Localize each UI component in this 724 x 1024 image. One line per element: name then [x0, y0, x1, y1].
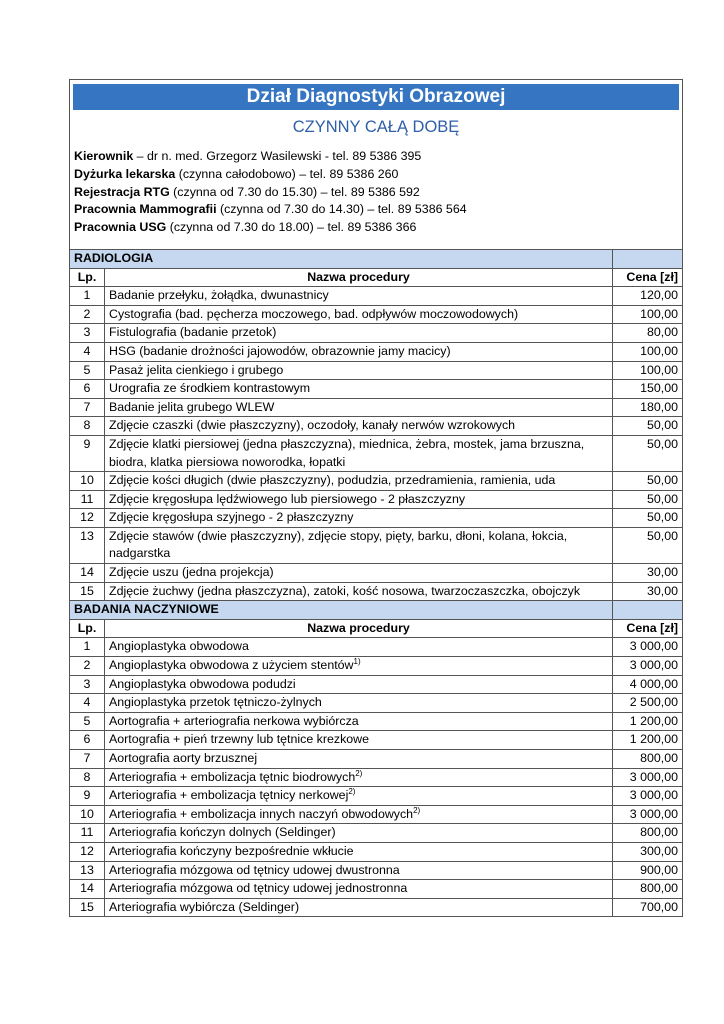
row-number: 6 — [70, 380, 105, 399]
procedure-price: 30,00 — [613, 564, 683, 583]
column-header-name: Nazwa procedury — [105, 619, 613, 638]
procedure-price: 800,00 — [613, 824, 683, 843]
table-row — [70, 842, 683, 861]
table-row — [70, 398, 683, 417]
procedure-price: 50,00 — [613, 490, 683, 509]
contact-line — [74, 219, 678, 237]
footnote-marker: 1) — [353, 656, 361, 666]
procedure-name-cell — [105, 694, 613, 713]
procedure-name: Angioplastyka przetok tętniczo-żylnych — [109, 695, 322, 710]
row-number: 9 — [70, 435, 105, 471]
procedure-name: Cystografia (bad. pęcherza moczowego, bad. odpływów moczowodowych) — [109, 306, 519, 321]
procedure-name-cell — [105, 657, 613, 676]
procedure-name-cell — [105, 638, 613, 657]
procedure-name: Zdjęcie klatki piersiowej (jedna płaszczyzna), miednica, żebra, mostek, jama brzuszna, biodra, klatka piersiowa noworodka, łopatki — [109, 436, 585, 469]
procedure-name-cell — [105, 824, 613, 843]
procedure-name-cell — [105, 880, 613, 899]
contact-name: Kierownik — [74, 149, 134, 163]
contact-detail: (czynna od 7.30 do 18.00) – tel. 89 5386 366 — [166, 220, 417, 235]
table-row — [70, 380, 683, 399]
header-cell — [70, 80, 683, 250]
procedure-price: 80,00 — [613, 324, 683, 343]
procedure-name: Arteriografia kończyny bezpośrednie wkłucie — [109, 843, 354, 858]
column-header-name: Nazwa procedury — [105, 268, 613, 287]
procedure-price: 2 500,00 — [613, 694, 683, 713]
procedure-name: Zdjęcie stawów (dwie płaszczyzny), zdjęcie stopy, pięty, barku, dłoni, kolana, łokcia, nadgarstka — [109, 528, 568, 561]
row-number: 8 — [70, 417, 105, 436]
row-number: 10 — [70, 805, 105, 824]
procedure-price: 1 200,00 — [613, 731, 683, 750]
section-title: BADANIA NACZYNIOWE — [70, 601, 613, 620]
table-row — [70, 898, 683, 917]
procedure-name: Zdjęcie uszu (jedna projekcja) — [109, 565, 274, 580]
row-number: 5 — [70, 361, 105, 380]
contact-name: Pracownia Mammografii — [74, 202, 217, 217]
table-row — [70, 435, 683, 471]
procedure-name-cell — [105, 861, 613, 880]
contact-line — [74, 166, 678, 184]
contact-line — [74, 148, 678, 166]
contact-detail: (czynna całodobowo) – tel. 89 5386 260 — [175, 166, 399, 181]
procedure-name: HSG (badanie drożności jajowodów, obrazownie jamy macicy) — [109, 343, 451, 358]
procedure-price: 50,00 — [613, 527, 683, 563]
table-row — [70, 880, 683, 899]
row-number: 5 — [70, 712, 105, 731]
procedure-name-cell — [105, 787, 613, 806]
row-number: 11 — [70, 490, 105, 509]
procedure-price: 100,00 — [613, 361, 683, 380]
procedure-name-cell — [105, 435, 613, 471]
procedure-name: Angioplastyka obwodowa z użyciem stentów — [109, 658, 354, 673]
procedure-name-cell — [105, 527, 613, 563]
procedure-name-cell — [105, 342, 613, 361]
price-list-document — [69, 79, 682, 917]
procedure-name-cell — [105, 805, 613, 824]
procedure-price: 700,00 — [613, 898, 683, 917]
row-number: 10 — [70, 472, 105, 491]
procedure-name-cell — [105, 305, 613, 324]
contact-name: Rejestracja RTG — [74, 184, 170, 199]
table-row — [70, 417, 683, 436]
contact-name: Pracownia USG — [74, 220, 167, 235]
procedure-name-cell — [105, 398, 613, 417]
procedure-price: 3 000,00 — [613, 638, 683, 657]
procedure-price: 800,00 — [613, 750, 683, 769]
row-number: 1 — [70, 287, 105, 306]
procedure-price: 120,00 — [613, 287, 683, 306]
procedure-name-cell — [105, 675, 613, 694]
column-header-price: Cena [zł] — [613, 268, 683, 287]
row-number: 14 — [70, 880, 105, 899]
row-number: 12 — [70, 842, 105, 861]
procedure-price: 50,00 — [613, 509, 683, 528]
procedure-name-cell — [105, 509, 613, 528]
column-header-row — [70, 619, 683, 638]
procedure-price: 1 200,00 — [613, 712, 683, 731]
procedure-price: 100,00 — [613, 342, 683, 361]
row-number: 11 — [70, 824, 105, 843]
procedure-name: Arteriografia mózgowa od tętnicy udowej dwustronna — [109, 862, 400, 877]
row-number: 12 — [70, 509, 105, 528]
page-title: Dział Diagnostyki Obrazowej — [73, 84, 679, 110]
table-row — [70, 564, 683, 583]
procedure-name-cell — [105, 842, 613, 861]
contact-list — [74, 148, 678, 237]
procedure-name: Angioplastyka obwodowa — [109, 639, 249, 654]
contact-detail: – dr n. med. Grzegorz Wasilewski - tel. 89 5386 395 — [133, 149, 422, 163]
row-number: 15 — [70, 898, 105, 917]
table-row — [70, 490, 683, 509]
procedure-name-cell — [105, 582, 613, 601]
row-number: 13 — [70, 861, 105, 880]
procedure-name-cell — [105, 361, 613, 380]
procedure-name: Zdjęcie kręgosłupa lędźwiowego lub piersiowego - 2 płaszczyzny — [109, 491, 466, 506]
row-number: 2 — [70, 657, 105, 676]
procedure-name: Badanie jelita grubego WLEW — [109, 399, 275, 414]
procedure-name: Arteriografia + embolizacja innych naczyń obwodowych — [109, 806, 414, 821]
column-header-row — [70, 268, 683, 287]
header-row — [70, 80, 683, 250]
table-row — [70, 287, 683, 306]
row-number: 1 — [70, 638, 105, 657]
procedure-name: Arteriografia + embolizacja tętnic biodrowych — [109, 769, 356, 784]
procedure-price: 3 000,00 — [613, 787, 683, 806]
table-row — [70, 675, 683, 694]
procedure-name: Arteriografia + embolizacja tętnicy nerkowej — [109, 788, 349, 803]
table-row — [70, 582, 683, 601]
contact-detail: (czynna od 7.30 do 15.30) – tel. 89 5386 592 — [169, 184, 420, 199]
procedure-price: 50,00 — [613, 417, 683, 436]
table-row — [70, 472, 683, 491]
table-row — [70, 750, 683, 769]
procedure-price: 3 000,00 — [613, 657, 683, 676]
row-number: 2 — [70, 305, 105, 324]
procedure-name-cell — [105, 380, 613, 399]
procedure-name-cell — [105, 564, 613, 583]
procedure-price: 4 000,00 — [613, 675, 683, 694]
table-row — [70, 638, 683, 657]
row-number: 6 — [70, 731, 105, 750]
column-header-lp: Lp. — [70, 268, 105, 287]
procedure-name-cell — [105, 712, 613, 731]
table-row — [70, 361, 683, 380]
procedure-price: 150,00 — [613, 380, 683, 399]
row-number: 15 — [70, 582, 105, 601]
procedure-name-cell — [105, 287, 613, 306]
footnote-marker: 2) — [348, 787, 356, 797]
procedure-price: 800,00 — [613, 880, 683, 899]
section-empty-cell — [613, 601, 683, 620]
procedure-name: Arteriografia wybiórcza (Seldinger) — [109, 899, 300, 914]
table-row — [70, 824, 683, 843]
footnote-marker: 2) — [355, 768, 363, 778]
procedure-name: Zdjęcie kości długich (dwie płaszczyzny), podudzia, przedramienia, ramienia, uda — [109, 473, 556, 488]
table-row — [70, 342, 683, 361]
procedure-name: Arteriografia kończyn dolnych (Seldinger) — [109, 825, 336, 840]
contact-name: Dyżurka lekarska — [74, 166, 176, 181]
row-number: 7 — [70, 398, 105, 417]
procedure-name: Zdjęcie żuchwy (jedna płaszczyzna), zatoki, kość nosowa, twarzoczaszczka, obojczyk — [109, 583, 581, 598]
row-number: 4 — [70, 342, 105, 361]
table-row — [70, 694, 683, 713]
procedure-price: 300,00 — [613, 842, 683, 861]
procedure-price: 180,00 — [613, 398, 683, 417]
row-number: 9 — [70, 787, 105, 806]
price-table — [69, 79, 683, 917]
table-row — [70, 509, 683, 528]
procedure-name-cell — [105, 417, 613, 436]
procedure-name: Pasaż jelita cienkiego i grubego — [109, 362, 284, 377]
section-empty-cell — [613, 249, 683, 268]
procedure-price: 50,00 — [613, 472, 683, 491]
procedure-name: Zdjęcie czaszki (dwie płaszczyzny), oczodoły, kanały nerwów wzrokowych — [109, 418, 516, 433]
procedure-name-cell — [105, 490, 613, 509]
procedure-name: Zdjęcie kręgosłupa szyjnego - 2 płaszczyzny — [109, 510, 354, 525]
procedure-price: 3 000,00 — [613, 768, 683, 787]
table-row — [70, 305, 683, 324]
row-number: 13 — [70, 527, 105, 563]
contact-line — [74, 184, 678, 202]
procedure-price: 3 000,00 — [613, 805, 683, 824]
procedure-name-cell — [105, 768, 613, 787]
row-number: 8 — [70, 768, 105, 787]
row-number: 3 — [70, 675, 105, 694]
procedure-name: Aortografia + arteriografia nerkowa wybiórcza — [109, 713, 359, 728]
procedure-price: 900,00 — [613, 861, 683, 880]
section-title: RADIOLOGIA — [70, 249, 613, 268]
footnote-marker: 2) — [413, 805, 421, 815]
column-header-lp: Lp. — [70, 619, 105, 638]
procedure-price: 30,00 — [613, 582, 683, 601]
table-row — [70, 805, 683, 824]
procedure-price: 100,00 — [613, 305, 683, 324]
procedure-name-cell — [105, 731, 613, 750]
procedure-name: Aortografia aorty brzusznej — [109, 751, 258, 766]
procedure-name-cell — [105, 324, 613, 343]
table-row — [70, 657, 683, 676]
table-row — [70, 768, 683, 787]
procedure-name: Urografia ze środkiem kontrastowym — [109, 381, 311, 396]
procedure-name-cell — [105, 750, 613, 769]
table-row — [70, 527, 683, 563]
row-number: 4 — [70, 694, 105, 713]
procedure-name-cell — [105, 472, 613, 491]
procedure-name-cell — [105, 898, 613, 917]
column-header-price: Cena [zł] — [613, 619, 683, 638]
procedure-name: Arteriografia mózgowa od tętnicy udowej jednostronna — [109, 881, 408, 896]
contact-detail: (czynna od 7.30 do 14.30) – tel. 89 5386 564 — [216, 202, 467, 217]
row-number: 14 — [70, 564, 105, 583]
table-row — [70, 324, 683, 343]
contact-line — [74, 201, 678, 219]
table-row — [70, 731, 683, 750]
section-header-row — [70, 249, 683, 268]
section-header-row — [70, 601, 683, 620]
table-row — [70, 861, 683, 880]
table-row — [70, 787, 683, 806]
page-subtitle: CZYNNY CAŁĄ DOBĘ — [292, 118, 460, 136]
procedure-name: Badanie przełyku, żołądka, dwunastnicy — [109, 288, 329, 303]
table-row — [70, 712, 683, 731]
procedure-name: Aortografia + pień trzewny lub tętnice krezkowe — [109, 732, 369, 747]
row-number: 3 — [70, 324, 105, 343]
procedure-name: Fistulografia (badanie przetok) — [109, 325, 277, 340]
row-number: 7 — [70, 750, 105, 769]
procedure-name: Angioplastyka obwodowa podudzi — [109, 676, 296, 691]
procedure-price: 50,00 — [613, 435, 683, 471]
